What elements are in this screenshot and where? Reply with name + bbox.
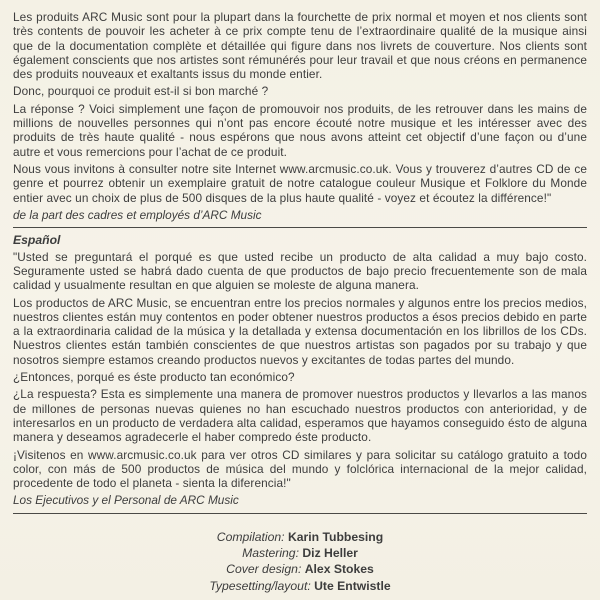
credit-line-typesetting — [13, 578, 587, 594]
credit-name: Alex Stokes — [304, 562, 374, 577]
credit-name: Ute Entwistle — [314, 578, 391, 593]
french-paragraph-3: Nous vous invitons à consulter notre site Internet www.arcmusic.co.uk. Vous y trouverez d’autres CD de ce genre et pourrez obtenir un exemplaire gratuit de notre catalogue couleur Musique et Folklore du Monde entier avec un choix de plus de 500 disques de la plus haute qualité - voyez et écoutez la différence!" — [13, 161, 587, 205]
spanish-question: ¿Entonces, porqué es éste producto tan económico? — [13, 370, 295, 385]
spanish-paragraph-4: ¡Visitenos en www.arcmusic.co.uk para ver otros CD similares y para solicitar su catálogo gratuito a todo color, con más de 500 productos de música del mundo y folclórica internacional de la mejor calidad, procedente de todo el planeta - sienta la diferencia!" — [13, 447, 587, 491]
section-divider — [13, 227, 587, 228]
credit-name: Karin Tubbesing — [287, 529, 384, 544]
spanish-paragraph-2: Los productos de ARC Music, se encuentran entre los precios normales y algunos entre los precios medios, nuestros clientes están muy contentos en poder obtener nuestros productos a ésos precios debido en parte a la extraordinaria calidad de la música y la detallada y extensa documentación en los librillos de los CDs. Nuestros clientes están también conscientes de que nuestros artistas son pagados por su trabajo y que nosotros siempre estamos creando productos nuevos y excitantes de todas partes del mundo. — [13, 295, 587, 367]
credit-line-mastering — [13, 545, 587, 561]
spanish-paragraph-3: ¿La respuesta? Esta es simplemente una manera de promover nuestros productos y llevarlos a las manos de millones de personas nuevas quienes no han escuchado nuestros productos con anterioridad, y de interesarlos en un producto de verdadera alta calidad, esperamos que hayamos conseguido ésto de alguna manera y deseamos agradecerle el haber compredo éste producto. — [13, 387, 587, 445]
credit-label: Typesetting/layout: — [209, 578, 311, 593]
credit-line-compilation — [13, 529, 587, 545]
french-paragraph-2: La réponse ? Voici simplement une façon de promouvoir nos produits, de les retrouver dans les mains de millions de nouvelles personnes qui n’ont pas encore écouté notre musique et les intéresser avec des produits de très haute qualité - nous espérons que nous avons atteint cet objectif d’une façon ou d’une autre et vous remercions pour l’achat de ce produit. — [13, 101, 587, 159]
french-signoff: de la part des cadres et employés d’ARC Music — [13, 207, 262, 222]
section-divider — [13, 513, 587, 514]
french-paragraph-1: Les produits ARC Music sont pour la plupart dans la fourchette de prix normal et moyen et nos clients sont très contents de pouvoir les acheter à ce prix compte tenu de l’extraordinaire qualité de la musique ainsi que de la documentation complète et détaillée qui figure dans nos livrets de couverture. Nos clients sont également conscients que nos artistes sont rémunérés pour leur travail et que nous créons en permanence des produits nouveaux et exaltants issus du monde entier. — [13, 10, 587, 82]
spanish-heading: Español — [13, 233, 61, 248]
french-section — [13, 10, 587, 222]
french-question: Donc, pourquoi ce produit est-il si bon marché ? — [13, 84, 269, 99]
credit-label: Compilation: — [216, 529, 285, 544]
credits-block — [13, 529, 587, 594]
spanish-section — [13, 233, 587, 508]
credit-label: Cover design: — [226, 562, 302, 577]
credit-line-cover-design — [13, 561, 587, 577]
spanish-paragraph-1: "Usted se preguntará el porqué es que usted recibe un producto de alta calidad a muy bajo costo. Seguramente usted se habrá dado cuenta de que productos de bajo precio frecuentemente son de mala calidad y usualmente resultan en que alguien se moleste de alguna manera. — [13, 249, 587, 293]
spanish-signoff: Los Ejecutivos y el Personal de ARC Music — [13, 493, 239, 508]
credit-label: Mastering: — [242, 546, 299, 560]
credit-name: Diz Heller — [302, 546, 358, 560]
